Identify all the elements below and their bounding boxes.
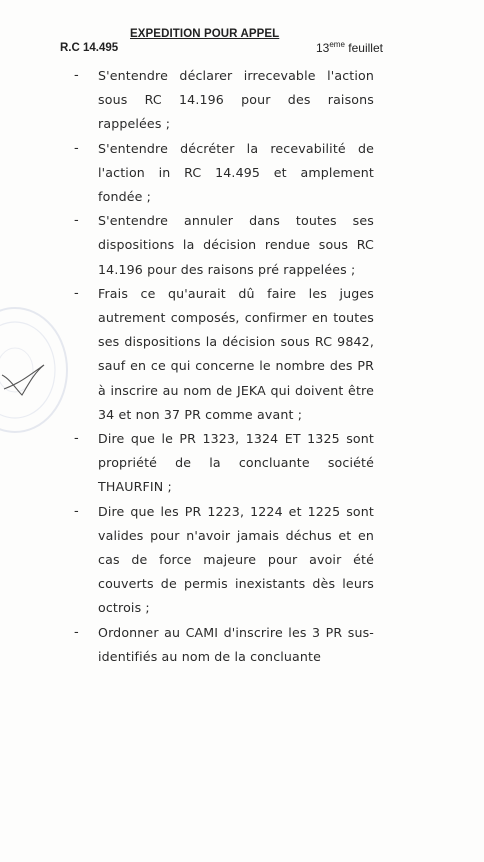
document-title: EXPEDITION POUR APPEL (130, 28, 280, 40)
sheet-number-value: 13 (316, 41, 330, 55)
case-reference: R.C 14.495 (60, 42, 119, 54)
list-item (74, 137, 374, 210)
dash-bullet: - (74, 285, 79, 301)
list-item-text: Dire que les PR 1223, 1224 et 1225 sont valides pour n'avoir jamais déchus et en cas de force majeure pour avoir été couverts de permis inexistants dès leurs octrois ; (98, 503, 374, 616)
conclusions-list (74, 64, 374, 669)
list-item-text: S'entendre annuler dans toutes ses dispositions la décision rendue sous RC 14.196 pour des raisons pré rappelées ; (98, 213, 374, 277)
list-item (74, 427, 374, 500)
list-item (74, 621, 374, 669)
sheet-number-suffix: eme (329, 40, 345, 49)
dash-bullet: - (74, 68, 79, 83)
dash-bullet: - (74, 140, 79, 156)
list-item (74, 500, 374, 621)
dash-bullet: - (74, 624, 79, 640)
list-item (74, 209, 374, 282)
dash-bullet: - (74, 503, 79, 519)
sheet-label: feuillet (348, 41, 383, 55)
signature-icon (0, 355, 50, 405)
list-item-text: Frais ce qu'aurait dû faire les juges autrement composés, confirmer en toutes ses dispositions la décision sous RC 9842, sauf en ce qui concerne le nombre des PR à inscrire au nom de JEKA qui doivent être 34 et non 37 PR comme avant ; (98, 285, 374, 422)
list-item-text: Ordonner au CAMI d'inscrire les 3 PR sus-identifiés au nom de la concluante (98, 624, 374, 664)
list-item-text: Dire que le PR 1323, 1324 ET 1325 sont propriété de la concluante société THAURFIN ; (98, 431, 374, 495)
dash-bullet: - (74, 431, 79, 447)
list-item (74, 64, 374, 137)
sheet-number (316, 40, 383, 55)
list-item-text: S'entendre décréter la recevabilité de l'action in RC 14.495 et amplement fondée ; (98, 140, 374, 205)
list-item-text: S'entendre déclarer irrecevable l'action sous RC 14.196 pour des raisons rappelées ; (98, 68, 374, 132)
list-item (74, 282, 374, 427)
dash-bullet: - (74, 213, 79, 229)
